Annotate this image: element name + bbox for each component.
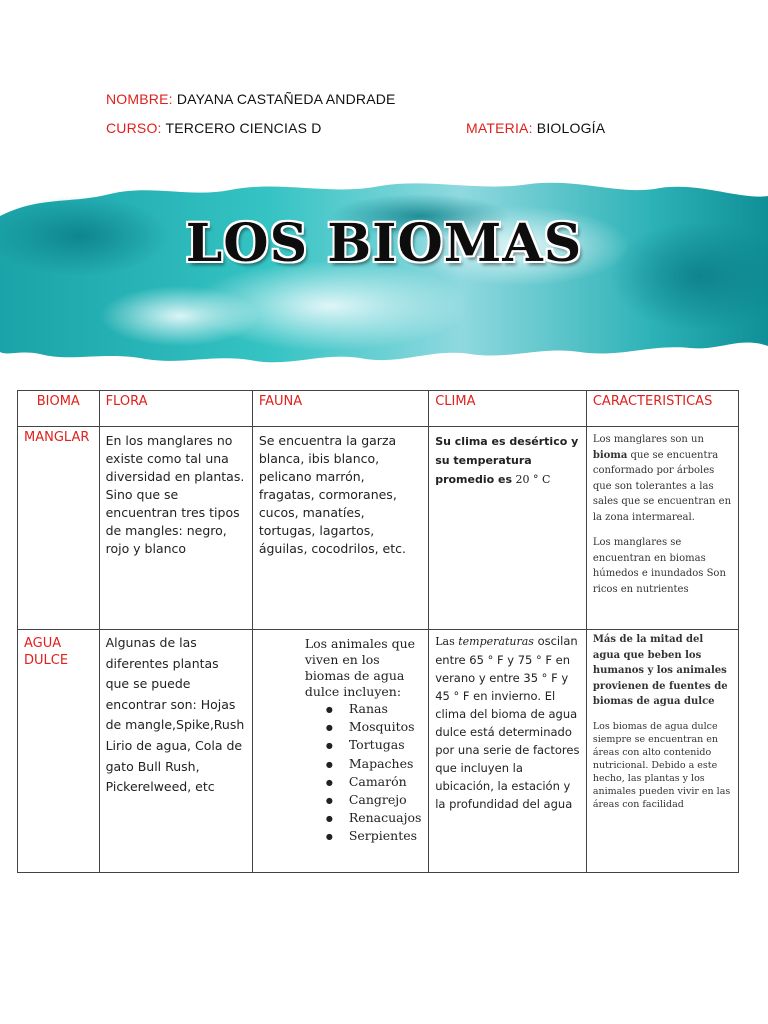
cell-caracteristicas xyxy=(586,630,738,873)
header-fauna: FAUNA xyxy=(252,391,428,427)
list-item: ● Mapaches xyxy=(349,755,422,773)
table-row xyxy=(18,427,739,630)
cell-bioma xyxy=(18,630,100,873)
flora-agua-dulce: Algunas de las diferentes plantas que se puede encontrar son: Hojas de mangle,Spike,Rush Lirio de agua, Cola de gato Bull Rush, Pickerelweed, etc xyxy=(105,635,245,795)
student-name-line xyxy=(106,91,396,107)
caracteristicas-manglar-2: Los manglares se encuentran en biomas húmedos e inundados Son ricos en nutrientes xyxy=(592,537,726,595)
header-clima: CLIMA xyxy=(429,391,587,427)
course-line xyxy=(106,120,322,136)
clima-agua-c: oscilan entre 65 ° F y 75 ° F en verano y entre 35 ° F y 45 ° F en invierno. El clima del bioma de agua dulce está determinado por una serie de factores que incluyen la ubicación, la estación y la profundidad del agua xyxy=(435,634,580,811)
cell-bioma xyxy=(18,427,100,630)
caracteristicas-agua-dulce-1: Más de la mitad del agua que beben los humanos y los animales provienen de fuentes de biomas de agua dulce xyxy=(592,634,728,707)
car-manglar-1b: bioma xyxy=(592,449,628,461)
table-header-row xyxy=(18,391,739,427)
subject-line xyxy=(466,120,605,136)
materia-value: BIOLOGÍA xyxy=(536,120,606,136)
materia-label: MATERIA: xyxy=(466,120,533,136)
clima-manglar xyxy=(435,429,580,489)
list-item: ● Serpientes xyxy=(349,827,422,845)
banner-highlight xyxy=(100,286,260,346)
animals-list xyxy=(259,700,422,846)
clima-manglar-temp: 20 ° C xyxy=(512,473,551,486)
list-item: ● Cangrejo xyxy=(349,791,422,809)
header-flora: FLORA xyxy=(99,391,252,427)
caracteristicas-agua-dulce-2: Los biomas de agua dulce siempre se encuentran en áreas con alto contenido nutricional. Debido a este hecho, las plantas y los animales pueden vivir en las áreas con facilidad xyxy=(592,720,731,810)
cell-fauna xyxy=(252,427,428,630)
bioma-agua-dulce: AGUA DULCE xyxy=(24,636,69,668)
car-manglar-1c: que se encuentra conformado por árboles que son tolerantes a las sales que se encuentran en la zona intermareal. xyxy=(592,449,732,523)
cell-clima xyxy=(429,427,587,630)
cell-caracteristicas xyxy=(586,427,738,630)
page-title: LOS BIOMAS xyxy=(185,213,583,274)
clima-agua-dulce xyxy=(435,632,580,813)
table-row xyxy=(18,630,739,873)
caracteristicas-manglar-1 xyxy=(593,429,732,525)
clima-agua-a: Las xyxy=(435,635,459,648)
curso-label: CURSO: xyxy=(106,120,162,136)
header-caracteristicas: CARACTERISTICAS xyxy=(586,391,738,427)
bioma-manglar: MANGLAR xyxy=(24,430,90,445)
clima-manglar-text: Su clima es desértico y su temperatura promedio es xyxy=(435,435,579,486)
fauna-manglar: Se encuentra la garza blanca, ibis blanco, pelicano marrón, fragatas, cormoranes, cucos, manatíes, tortugas, lagartos, águilas, cocodrilos, etc. xyxy=(258,433,406,556)
cell-flora xyxy=(99,427,252,630)
list-item: ● Renacuajos xyxy=(349,809,422,827)
biomes-table xyxy=(17,390,739,873)
cell-clima xyxy=(429,630,587,873)
list-item: ● Mosquitos xyxy=(349,718,422,736)
list-item: ● Ranas xyxy=(349,700,422,718)
list-item: ● Tortugas xyxy=(349,736,422,754)
clima-agua-b: temperaturas xyxy=(458,635,534,648)
curso-value: TERCERO CIENCIAS D xyxy=(165,120,322,136)
car-manglar-1a: Los manglares son un xyxy=(592,434,704,445)
cell-flora xyxy=(99,630,252,873)
nombre-label: NOMBRE: xyxy=(106,91,173,107)
flora-manglar: En los manglares no existe como tal una diversidad en plantas. Sino que se encuentran tres tipos de mangles: negro, rojo y blanco xyxy=(105,433,245,556)
header-bioma: BIOMA xyxy=(18,391,100,427)
cell-fauna xyxy=(252,630,428,873)
list-item: ● Camarón xyxy=(349,773,422,791)
nombre-value: DAYANA CASTAÑEDA ANDRADE xyxy=(176,91,396,107)
fauna-agua-dulce-intro: Los animales que viven en los biomas de agua dulce incluyen: xyxy=(304,636,416,699)
watercolor-banner xyxy=(0,176,768,376)
